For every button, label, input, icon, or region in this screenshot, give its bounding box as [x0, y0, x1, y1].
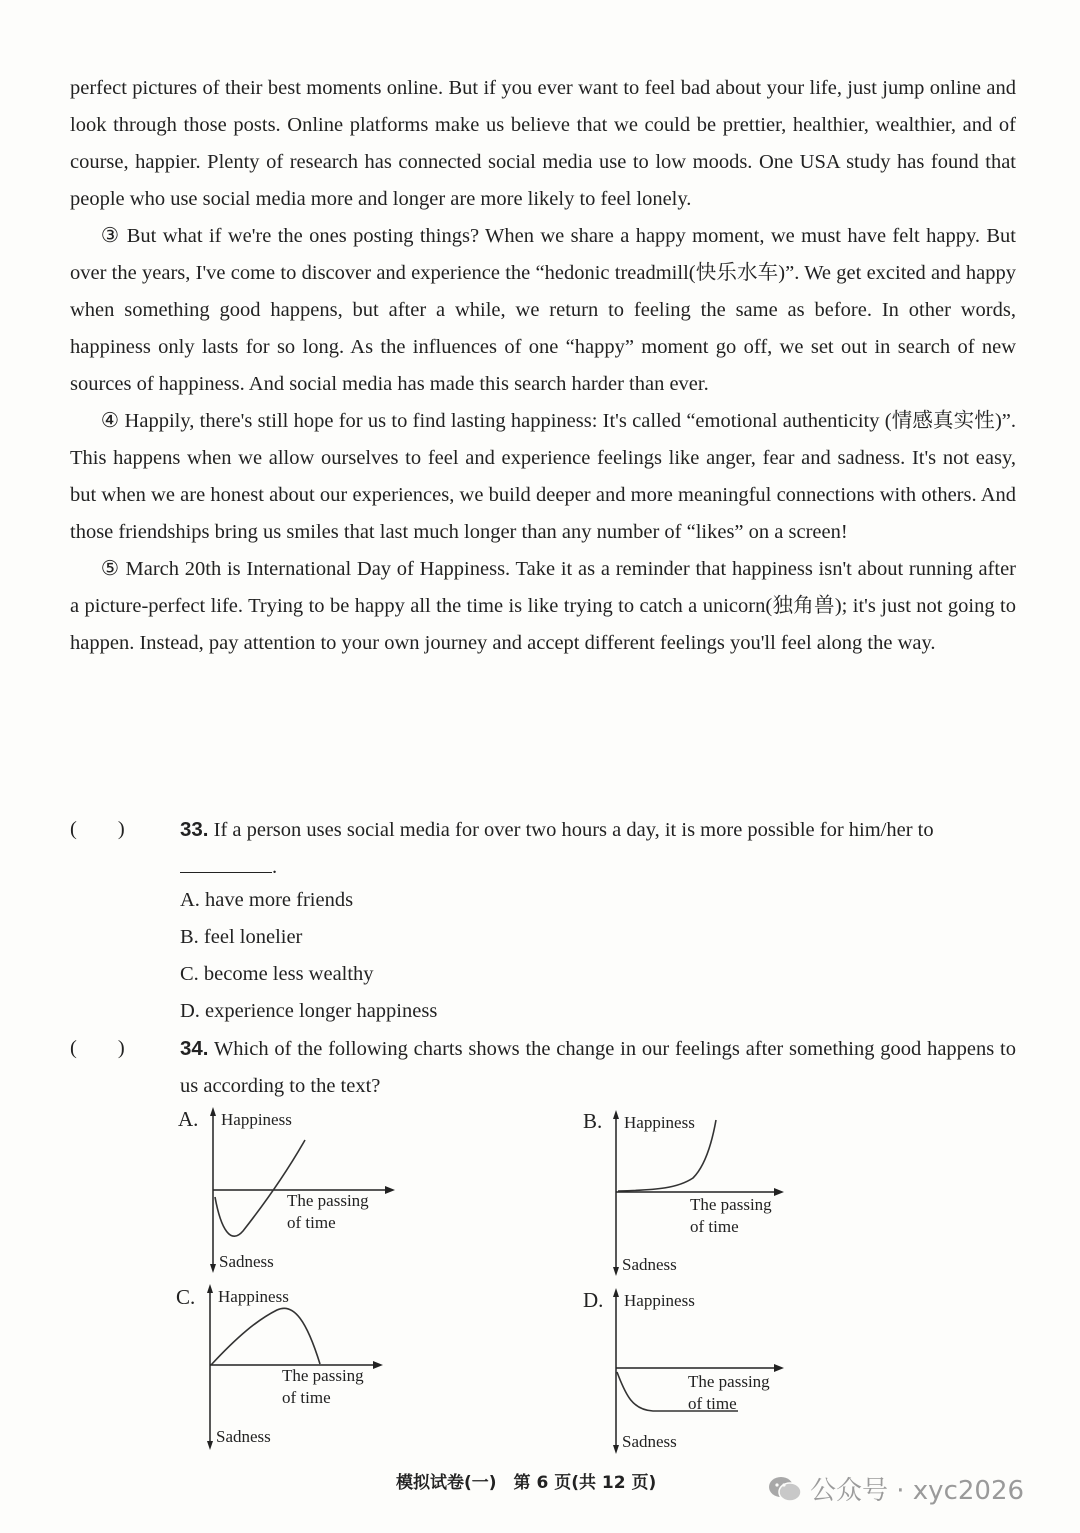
- y-arrow-down: [613, 1445, 619, 1454]
- y-label-bottom: Sadness: [216, 1427, 271, 1446]
- y-label-bottom: Sadness: [622, 1255, 677, 1274]
- x-label-line2: of time: [287, 1213, 336, 1232]
- question-text: Which of the following charts shows the change in our feelings after something good happens to us according to the text?: [180, 1038, 1016, 1097]
- x-arrow: [774, 1188, 784, 1196]
- y-label-top: Happiness: [221, 1110, 292, 1129]
- chart-c-svg: [202, 1282, 402, 1452]
- chart-d-letter[interactable]: D.: [583, 1288, 604, 1312]
- chart-a-letter[interactable]: A.: [178, 1107, 199, 1131]
- chart-b: [608, 1108, 808, 1278]
- y-label-bottom: Sadness: [219, 1252, 274, 1271]
- option-a[interactable]: A. have more friends: [180, 889, 354, 911]
- option-c[interactable]: C. become less wealthy: [180, 963, 374, 985]
- paragraph-3: ③ But what if we're the ones posting things? When we share a happy moment, we must have felt happy. But over the years, I've come to discover and experience the “hedonic treadmill(快乐水车)”. We get excited and happy when something good happens, but after a while, we return to feeling the same as before. In other words, happiness only lasts for so long. As the influences of one “happy” moment go off, we set out in search of new sources of happiness. And social media has made this search harder than ever.: [70, 225, 1016, 395]
- y-label-top: Happiness: [624, 1113, 695, 1132]
- paragraph-4: ④ Happily, there's still hope for us to find lasting happiness: It's called “emotional authenticity (情感真实性)”. This happens when we allow ourselves to feel and experience feelings like anger, fear and sadness. It's not easy, but when we are honest about our experiences, we build deeper and more meaningful connections with others. And those friendships bring us smiles that last much longer than any number of “likes” on a screen!: [70, 410, 1016, 543]
- x-label-line2: of time: [690, 1217, 739, 1236]
- question-stem: [180, 811, 1016, 886]
- y-arrow-up: [210, 1107, 216, 1116]
- watermark-text: 公众号 · xyc2026: [810, 1476, 1025, 1506]
- paragraph-5: ⑤ March 20th is International Day of Happiness. Take it as a reminder that happiness isn't about running after a picture-perfect life. Trying to be happy all the time is like trying to catch a unicorn(独角兽); it's just not going to happen. Instead, pay attention to your own journey and accept different feelings you'll feel along the way.: [70, 558, 1016, 654]
- y-label-top: Happiness: [624, 1291, 695, 1310]
- x-label-line1: The passing: [688, 1372, 770, 1391]
- chart-b-svg: [608, 1108, 808, 1278]
- question-33: [70, 811, 1016, 886]
- x-arrow: [373, 1361, 383, 1369]
- q33-options: [180, 882, 437, 1030]
- page-footer: 模拟试卷(一) 第 6 页(共 12 页): [396, 1473, 657, 1493]
- question-number: 33.: [180, 818, 209, 841]
- x-label-line1: The passing: [690, 1195, 772, 1214]
- y-arrow-up: [613, 1110, 619, 1119]
- y-arrow-down: [613, 1267, 619, 1276]
- chart-c: [202, 1282, 402, 1452]
- x-label-line2: of time: [688, 1394, 737, 1413]
- y-arrow-up: [613, 1288, 619, 1297]
- paragraph-2-continued: perfect pictures of their best moments online. But if you ever want to feel bad about your life, just jump online and look through those posts. Online platforms make us believe that we could be prettier, healthier, wealthier, and of course, happier. Plenty of research has connected social media use to low moods. One USA study has found that people who use social media more and longer are more likely to feel lonely.: [70, 77, 1016, 210]
- option-b[interactable]: B. feel lonelier: [180, 926, 303, 948]
- question-text: If a person uses social media for over two hours a day, it is more possible for him/her to: [213, 819, 934, 841]
- y-label-top: Happiness: [218, 1287, 289, 1306]
- chart-c-letter[interactable]: C.: [176, 1285, 196, 1309]
- chart-a-svg: [205, 1105, 405, 1275]
- x-arrow: [385, 1186, 395, 1194]
- wechat-icon: [768, 1475, 802, 1503]
- question-number: 34.: [180, 1037, 209, 1060]
- chart-c-curve: [211, 1308, 320, 1365]
- answer-blank[interactable]: [180, 850, 272, 873]
- x-arrow: [774, 1364, 784, 1372]
- question-stem: [180, 1030, 1016, 1105]
- reading-passage: [70, 70, 1016, 662]
- y-arrow-down: [210, 1264, 216, 1273]
- y-label-bottom: Sadness: [622, 1432, 677, 1451]
- y-arrow-down: [207, 1441, 213, 1450]
- chart-d-svg: [608, 1286, 808, 1456]
- chart-d: [608, 1286, 808, 1456]
- x-label-line1: The passing: [282, 1366, 364, 1385]
- chart-b-letter[interactable]: B.: [583, 1109, 603, 1133]
- x-label-line2: of time: [282, 1388, 331, 1407]
- y-arrow-up: [207, 1284, 213, 1293]
- blank-period: .: [272, 856, 278, 878]
- chart-a: [205, 1105, 405, 1275]
- answer-bracket[interactable]: ( ): [70, 818, 125, 840]
- answer-bracket[interactable]: ( ): [70, 1037, 125, 1059]
- option-d[interactable]: D. experience longer happiness: [180, 1000, 438, 1022]
- question-34: [70, 1030, 1016, 1105]
- watermark: [768, 1470, 1024, 1507]
- x-label-line1: The passing: [287, 1191, 369, 1210]
